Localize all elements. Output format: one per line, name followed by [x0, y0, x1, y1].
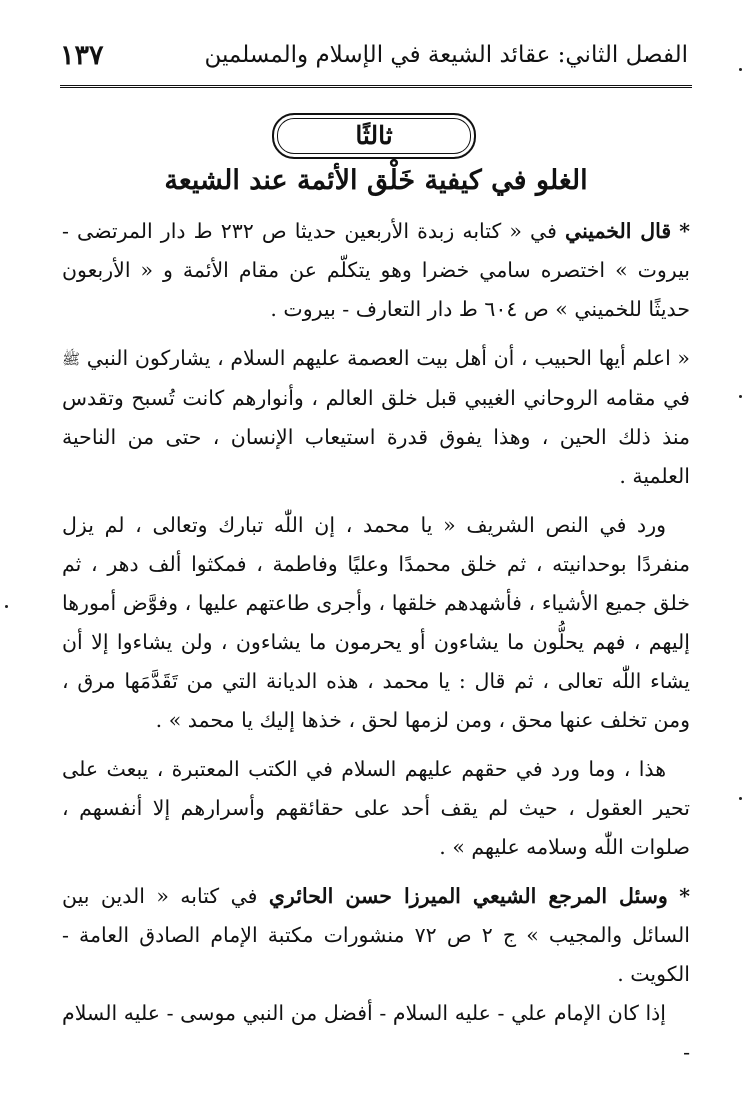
question-text: إذا كان الإمام علي - عليه السلام - أفضل من النبي موسى - عليه السلام - [62, 1001, 690, 1064]
quote-text-continued: في مقامه الروحاني الغيبي قبل خلق العالم ، وأنوارهم كانت تُسبح وتقدس منذ ذلك الحين ، وهذا يفوق قدرة استيعاب الإنسان ، حتى من الناحية العلمية . [62, 386, 690, 488]
bullet-marker: * [679, 884, 690, 908]
quoted-author-name: قال الخميني [565, 219, 672, 243]
scan-mark [739, 395, 742, 398]
source-citation: في كتابه « الدين بين السائل والمجيب » ج ٢ ص ٧٢ منشورات مكتبة الإمام الصادق العامة - الكويت . [62, 884, 690, 986]
paragraph-commentary [62, 750, 690, 867]
source-citation: في « كتابه زبدة الأربعين حديثا ص ٢٣٢ ط دار المرتضى - بيروت » اختصره سامي خضرا وهو يتكلّم عن مقام الأئمة و « الأربعون حديثًا للخميني » ص ٦٠٤ ط دار التعارف - بيروت . [62, 219, 690, 321]
chapter-title: الغلو في كيفية خَلْق الأئمة عند الشيعة [164, 165, 588, 196]
section-label: ثالثًا [355, 121, 393, 150]
scan-mark [739, 68, 742, 71]
body-text [62, 212, 690, 1072]
running-header [60, 40, 688, 76]
section-label-box [272, 113, 476, 159]
salawat-glyph: ﷺ [62, 350, 81, 368]
hadith-text: ورد في النص الشريف « يا محمد ، إن اللّٰه تبارك وتعالى ، لم يزل منفردًا بوحدانيته ، ثم خلق محمدًا وعليًا وفاطمة ، فمكثوا ألف دهر ، ثم خلق جميع الأشياء ، فأشهدهم خلقها ، وأجرى طاعتهم عليها ، وفوَّض أمورها إليهم ، فهم يحلُّون ما يشاءون أو يحرمون ما يشاءون ، ولن يشاءوا إلا أن يشاء اللّٰه تعالى ، ثم قال : يا محمد ، هذه الديانة التي من تَقَدَّمَها مرق ، ومن تخلف عنها محق ، ومن لزمها لحق ، خذها إليك يا محمد » . [62, 513, 691, 732]
quote-text: « اعلم أيها الحبيب ، أن أهل بيت العصمة عليهم السلام ، يشاركون النبي [86, 346, 690, 370]
paragraph-hadith [62, 506, 690, 740]
paragraph-khomeini-source [62, 212, 690, 329]
scan-mark [739, 797, 742, 800]
scan-mark [5, 605, 8, 608]
commentary-text: هذا ، وما ورد في حقهم عليهم السلام في الكتب المعتبرة ، يبعث على تحير العقول ، حيث لم يقف أحد على حقائقهم وأسرارهم إلا أنفسهم ، صلوات اللّٰه وسلامه عليهم » . [62, 757, 690, 859]
header-divider [60, 85, 692, 88]
quoted-author-name: وسئل المرجع الشيعي الميرزا حسن الحائري [268, 884, 668, 908]
paragraph-hairi-source [62, 877, 690, 994]
paragraph-quote-opening [62, 339, 690, 496]
page-number: ١٣٧ [60, 40, 104, 71]
running-title: الفصل الثاني: عقائد الشيعة في الإسلام والمسلمين [204, 42, 688, 68]
bullet-marker: * [679, 219, 690, 243]
paragraph-question [62, 994, 690, 1072]
